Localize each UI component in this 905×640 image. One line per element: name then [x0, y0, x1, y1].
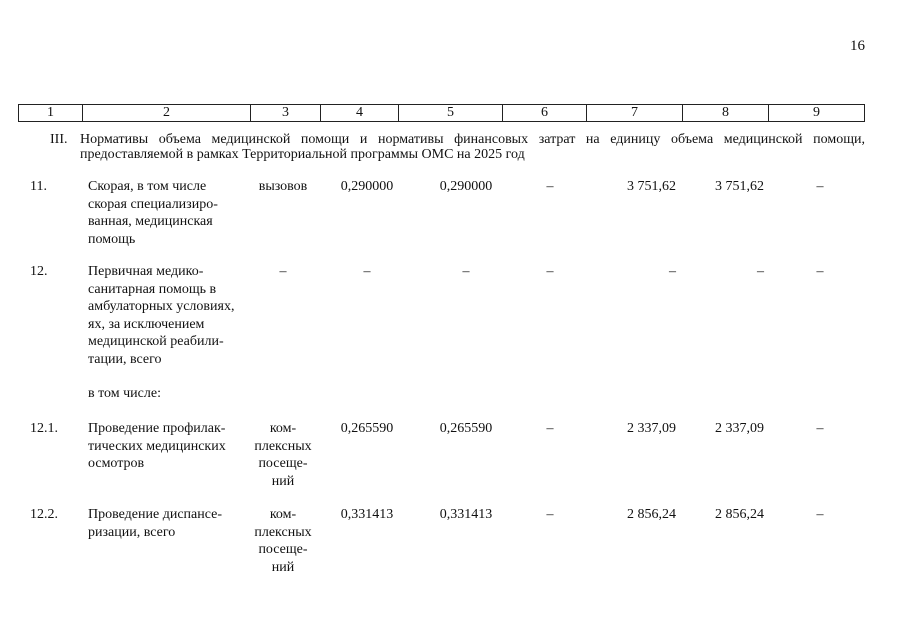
- value-col6: –: [546, 179, 554, 194]
- value-col6: –: [546, 264, 554, 279]
- unit-line: посеще-: [258, 542, 308, 557]
- unit: вызовов: [258, 179, 308, 194]
- value-col9: –: [816, 421, 824, 436]
- unit-line: ком-: [269, 421, 297, 436]
- row-name-line: помощь: [88, 231, 136, 247]
- subheading: в том числе:: [88, 386, 161, 401]
- value-col5: –: [462, 264, 470, 279]
- value-col8: 2 337,09: [715, 421, 764, 436]
- row-name-line: санитарная помощь в: [88, 281, 217, 297]
- value-col7: 3 751,62: [627, 179, 676, 194]
- row-number: 12.2.: [30, 507, 58, 522]
- row-name-line: медицинской реабили-: [88, 334, 224, 349]
- value-col7: 2 856,24: [627, 507, 676, 522]
- row-number: 11.: [30, 179, 47, 194]
- row-name-line: ванная, медицинская: [88, 214, 213, 229]
- column-number: 1: [19, 105, 83, 122]
- value-col6: –: [546, 421, 554, 436]
- row-name-line: осмотров: [88, 456, 145, 471]
- column-number: 9: [769, 105, 865, 122]
- value-col8: –: [757, 264, 764, 279]
- value-col7: 2 337,09: [627, 421, 676, 436]
- unit-line: посеще-: [258, 456, 308, 471]
- row-number: 12.1.: [30, 421, 58, 436]
- row-name: [88, 263, 243, 368]
- row-name-line: Проведение диспансе-: [88, 507, 222, 522]
- row-name-line: ях, за исключением: [88, 316, 205, 332]
- value-col5: 0,265590: [439, 421, 493, 436]
- row-name-line: ризации, всего: [88, 524, 176, 540]
- unit: [250, 420, 316, 490]
- unit: [250, 506, 316, 576]
- row-number: 12.: [30, 264, 48, 279]
- column-number: 6: [503, 105, 587, 122]
- row-name-line: тации, всего: [88, 351, 162, 367]
- column-number: 8: [683, 105, 769, 122]
- row-name-line: амбулаторных условиях,: [88, 299, 235, 314]
- column-number: 7: [587, 105, 683, 122]
- value-col6: –: [546, 507, 554, 522]
- row-name-line: Скорая, в том числе: [88, 179, 207, 194]
- section-title: Нормативы объема медицинской помощи и нормативы финансовых затрат на единицу объема медицинской помощи, предоставляемой в рамках Территориальной программы ОМС на 2025 год: [80, 132, 865, 162]
- value-col4: –: [363, 264, 371, 279]
- row-name-line: Проведение профилак-: [88, 421, 226, 436]
- value-col5: 0,290000: [439, 179, 493, 194]
- row-name-line: Первичная медико-: [88, 264, 204, 279]
- column-number: 4: [321, 105, 399, 122]
- row-name: [88, 178, 243, 248]
- unit-line: плексных: [254, 524, 312, 540]
- value-col4: 0,265590: [340, 421, 394, 436]
- unit-line: плексных: [254, 438, 312, 454]
- unit: –: [279, 264, 287, 279]
- unit-line: ний: [271, 473, 295, 489]
- unit-line: ком-: [269, 507, 297, 522]
- value-col9: –: [816, 179, 824, 194]
- unit-line: ний: [271, 559, 295, 575]
- value-col7: –: [669, 264, 676, 279]
- row-name-line: тических медицинских: [88, 438, 226, 454]
- value-col9: –: [816, 264, 824, 279]
- value-col5: 0,331413: [439, 507, 493, 522]
- value-col8: 3 751,62: [715, 179, 764, 194]
- value-col9: –: [816, 507, 824, 522]
- row-name-line: скорая специализиро-: [88, 196, 218, 212]
- column-number: 3: [251, 105, 321, 122]
- section-number: III.: [50, 132, 68, 147]
- row-name: [88, 420, 243, 473]
- value-col8: 2 856,24: [715, 507, 764, 522]
- column-number: 2: [83, 105, 251, 122]
- value-col4: 0,290000: [340, 179, 394, 194]
- value-col4: 0,331413: [340, 507, 394, 522]
- page-number: 16: [850, 38, 865, 54]
- column-number: 5: [399, 105, 503, 122]
- column-number-header: [18, 104, 865, 122]
- row-name: [88, 506, 243, 541]
